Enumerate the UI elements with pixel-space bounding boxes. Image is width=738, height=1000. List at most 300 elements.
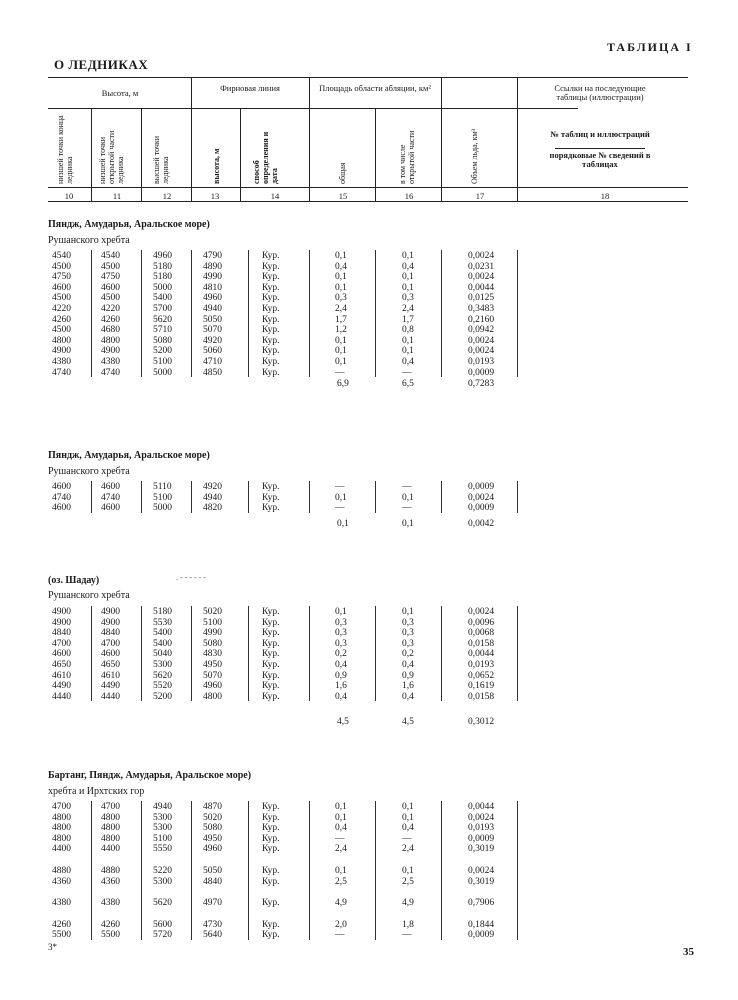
table-cell: Кур.: [262, 876, 280, 887]
table-cell: 5520: [153, 681, 172, 692]
table-cell: 2,4: [335, 844, 347, 855]
table-cell: 4740: [52, 367, 71, 378]
table-cell: 0,3: [402, 628, 414, 639]
header-col11: низшей точки открытой части ледника: [98, 130, 125, 184]
table-cell: 0,0158: [468, 691, 495, 702]
table-cell: 4440: [52, 691, 71, 702]
table-cell: Кур.: [262, 282, 280, 293]
table-cell: 4740: [101, 367, 120, 378]
header-top-rule: [48, 77, 688, 78]
table-cell: 0,1: [402, 282, 414, 293]
table-cell: 1,2: [335, 325, 347, 336]
table-cell: 0,0942: [468, 325, 495, 336]
table-cell: Кур.: [262, 649, 280, 660]
table-cell: 0,0009: [468, 482, 495, 492]
section-title: Пяндж, Амударья, Аральское море): [48, 219, 210, 230]
table-cell: 2,4: [335, 304, 347, 314]
table-cell: 5720: [153, 930, 172, 941]
table-cell: 0,1: [402, 492, 414, 503]
table-cell: Кур.: [262, 670, 280, 681]
table-cell: 4840: [101, 628, 120, 639]
table-cell: 5070: [203, 670, 222, 681]
table-cell: Кур.: [262, 251, 280, 261]
table-cell: 0,9: [335, 670, 347, 681]
table-cell: Кур.: [262, 898, 280, 909]
table-cell: 0,0096: [468, 617, 495, 628]
table-cell: 1,6: [335, 681, 347, 692]
table-cell: 5000: [153, 282, 172, 293]
table-cell: 4800: [101, 833, 120, 844]
table-cell: Кур.: [262, 628, 280, 639]
table-cell: 0,0009: [468, 367, 495, 378]
table-cell: 4500: [52, 293, 71, 304]
table-cell: 4380: [52, 898, 71, 909]
table-cell: 0,1: [335, 357, 347, 367]
table-cell: 5180: [153, 261, 172, 272]
table-cell: —: [402, 367, 412, 378]
table-cell: 2,5: [402, 876, 414, 887]
table-cell: 4800: [52, 833, 71, 844]
table-cell: Кур.: [262, 660, 280, 670]
table-cell: 4500: [101, 261, 120, 272]
table-cell: 0,1: [402, 251, 414, 261]
table-cell: 4970: [203, 898, 222, 909]
header-group-refs: Ссылки на последующие таблицы (иллюстрации): [554, 83, 646, 102]
header-col14: способ определения и дата: [252, 131, 279, 184]
table-cell: 0,3: [335, 638, 347, 649]
table-cell: 0,0009: [468, 833, 495, 844]
table-cell: 0,1: [402, 346, 414, 357]
table-cell: 5060: [203, 346, 222, 357]
table-cell: Кур.: [262, 681, 280, 692]
table-cell: 5710: [153, 325, 172, 336]
table-cell: 0,1: [335, 607, 347, 617]
table-cell: 4490: [52, 681, 71, 692]
header-col16: в том числе открытой части: [398, 130, 416, 184]
table-cell: 0,4: [402, 357, 414, 367]
table-cell: Кур.: [262, 833, 280, 844]
table-cell: 4900: [52, 607, 71, 617]
table-cell: 0,1: [335, 802, 347, 812]
section-total: 4,5: [402, 717, 414, 727]
table-cell: 0,0231: [468, 261, 495, 272]
table-cell: 4740: [52, 492, 71, 503]
header-group-height: Высота, м: [101, 88, 139, 98]
section-total: 0,1: [337, 519, 349, 529]
colnum-12: 12: [162, 191, 172, 201]
table-cell: 0,0024: [468, 272, 495, 283]
table-cell: 4220: [101, 304, 120, 314]
table-cell: 4540: [101, 251, 120, 261]
table-cell: 5200: [153, 691, 172, 702]
colnum-bottom-rule: [48, 201, 688, 202]
table-cell: 0,2160: [468, 314, 495, 325]
table-cell: 0,4: [402, 261, 414, 272]
section-total: 4,5: [337, 717, 349, 727]
table-cell: Кур.: [262, 492, 280, 503]
table-cell: 0,4: [402, 660, 414, 670]
table-cell: 4900: [101, 617, 120, 628]
table-cell: 4960: [153, 251, 172, 261]
table-cell: 0,0158: [468, 638, 495, 649]
table-cell: 0,0652: [468, 670, 495, 681]
section-total: 6,5: [402, 379, 414, 389]
table-cell: 4800: [101, 812, 120, 823]
table-cell: 0,0193: [468, 823, 495, 834]
table-cell: 0,3019: [468, 844, 495, 855]
table-cell: 0,4: [335, 823, 347, 834]
table-cell: 4740: [101, 492, 120, 503]
table-cell: 4950: [203, 833, 222, 844]
table-cell: 5620: [153, 670, 172, 681]
table-label: ТАБЛИЦА I: [607, 40, 693, 54]
table-cell: 0,1: [402, 812, 414, 823]
section-total: 6,9: [337, 379, 349, 389]
table-cell: 4800: [52, 823, 71, 834]
table-cell: 5180: [153, 272, 172, 283]
table-cell: —: [402, 930, 412, 941]
table-cell: 5070: [203, 325, 222, 336]
header-refs-sub1: № таблиц и иллюстраций: [550, 129, 650, 139]
table-cell: Кур.: [262, 304, 280, 314]
page-number: 35: [683, 946, 694, 958]
table-cell: 4,9: [402, 898, 414, 909]
table-cell: 4490: [101, 681, 120, 692]
table-cell: 4790: [203, 251, 222, 261]
table-cell: 0,1: [335, 492, 347, 503]
colnum-15: 15: [338, 191, 348, 201]
table-cell: 4260: [101, 919, 120, 930]
table-cell: 0,3483: [468, 304, 495, 314]
table-cell: 4710: [203, 357, 222, 367]
table-cell: 0,0024: [468, 492, 495, 503]
table-cell: 5620: [153, 314, 172, 325]
table-cell: Кур.: [262, 314, 280, 325]
table-cell: 5040: [153, 649, 172, 660]
table-cell: 0,0193: [468, 357, 495, 367]
table-cell: 5530: [153, 617, 172, 628]
table-cell: 0,2: [335, 649, 347, 660]
table-cell: 0,1: [402, 866, 414, 876]
table-cell: 1,6: [402, 681, 414, 692]
table-cell: 4960: [203, 681, 222, 692]
table-cell: 4880: [52, 866, 71, 876]
table-cell: Кур.: [262, 691, 280, 702]
table-cell: 4900: [52, 617, 71, 628]
table-cell: 0,0024: [468, 251, 495, 261]
table-cell: 5300: [153, 876, 172, 887]
table-cell: —: [335, 930, 345, 941]
colnum-17: 17: [475, 191, 485, 201]
table-cell: 4260: [101, 314, 120, 325]
header-col13: высота, м: [212, 148, 221, 184]
table-cell: 5600: [153, 919, 172, 930]
table-cell: Кур.: [262, 823, 280, 834]
table-cell: 5300: [153, 660, 172, 670]
table-cell: 2,0: [335, 919, 347, 930]
table-cell: Кур.: [262, 346, 280, 357]
header-col10: низшей точки конца ледника: [56, 115, 74, 184]
table-cell: 5400: [153, 638, 172, 649]
colnum-13: 13: [210, 191, 220, 201]
table-cell: 0,0125: [468, 293, 495, 304]
section-subtitle: Рушанского хребта: [48, 235, 130, 246]
table-cell: 0,1: [335, 272, 347, 283]
table-cell: —: [335, 833, 345, 844]
table-cell: 0,1: [402, 272, 414, 283]
section-subtitle: хребта и Ирхтских гор: [48, 786, 145, 797]
table-cell: 4990: [203, 628, 222, 639]
table-cell: Кур.: [262, 335, 280, 346]
table-cell: 5080: [203, 638, 222, 649]
table-cell: 0,0009: [468, 503, 495, 514]
table-cell: Кур.: [262, 272, 280, 283]
header-col12: высшей точки ледника: [152, 135, 170, 184]
table-cell: 4840: [203, 876, 222, 887]
section-total: 0,3012: [468, 717, 495, 727]
table-cell: 0,1619: [468, 681, 495, 692]
table-cell: 5400: [153, 293, 172, 304]
table-cell: 5110: [153, 482, 172, 492]
table-cell: 4880: [101, 866, 120, 876]
table-cell: —: [402, 482, 412, 492]
table-cell: 4400: [52, 844, 71, 855]
table-cell: 0,3: [402, 617, 414, 628]
table-cell: 4750: [101, 272, 120, 283]
table-cell: 1,8: [402, 919, 414, 930]
table-cell: 4600: [52, 282, 71, 293]
table-cell: 4800: [203, 691, 222, 702]
table-cell: 5500: [52, 930, 71, 941]
table-cell: 0,0193: [468, 660, 495, 670]
section-total: 0,7283: [468, 379, 495, 389]
table-cell: 0,8: [402, 325, 414, 336]
table-cell: 5180: [153, 607, 172, 617]
table-cell: 4600: [52, 649, 71, 660]
table-cell: 0,1: [335, 251, 347, 261]
table-cell: 1,7: [335, 314, 347, 325]
table-cell: Кур.: [262, 293, 280, 304]
table-cell: Кур.: [262, 261, 280, 272]
table-cell: 4600: [101, 482, 120, 492]
table-cell: 4900: [52, 346, 71, 357]
table-cell: 0,0044: [468, 649, 495, 660]
table-cell: 4850: [203, 367, 222, 378]
table-cell: 4840: [52, 628, 71, 639]
table-cell: 4600: [101, 503, 120, 514]
table-cell: 0,1: [402, 802, 414, 812]
table-cell: 0,3: [335, 617, 347, 628]
section-title: Пяндж, Амударья, Аральское море): [48, 450, 210, 461]
table-cell: —: [335, 367, 345, 378]
table-cell: —: [402, 833, 412, 844]
section-total: 0,0042: [468, 519, 495, 529]
table-cell: —: [335, 503, 345, 514]
table-cell: 0,0044: [468, 802, 495, 812]
table-cell: 4700: [52, 638, 71, 649]
section-total: 0,1: [402, 519, 414, 529]
table-cell: 4360: [52, 876, 71, 887]
table-cell: 4,9: [335, 898, 347, 909]
table-cell: 0,0009: [468, 930, 495, 941]
table-cell: 4900: [101, 607, 120, 617]
table-cell: 2,5: [335, 876, 347, 887]
table-cell: 4940: [153, 802, 172, 812]
table-cell: 4960: [203, 844, 222, 855]
table-cell: 5220: [153, 866, 172, 876]
table-cell: Кур.: [262, 367, 280, 378]
table-cell: 4220: [52, 304, 71, 314]
section-subtitle: Рушанского хребта: [48, 466, 130, 477]
table-cell: 4950: [203, 660, 222, 670]
table-cell: 4600: [101, 649, 120, 660]
table-cell: 4610: [52, 670, 71, 681]
table-cell: 4260: [52, 919, 71, 930]
table-cell: 4500: [52, 325, 71, 336]
table-cell: 4600: [101, 282, 120, 293]
table-cell: 4610: [101, 670, 120, 681]
table-cell: 2,4: [402, 304, 414, 314]
table-cell: 0,3: [402, 638, 414, 649]
table-cell: 4820: [203, 503, 222, 514]
table-cell: 5000: [153, 367, 172, 378]
table-cell: 0,1: [335, 866, 347, 876]
table-cell: 0,4: [335, 261, 347, 272]
table-cell: 0,7906: [468, 898, 495, 909]
table-cell: 4700: [101, 802, 120, 812]
table-cell: Кур.: [262, 802, 280, 812]
colnum-11: 11: [112, 191, 122, 201]
table-cell: 5100: [153, 357, 172, 367]
table-cell: 5050: [203, 866, 222, 876]
table-cell: 4810: [203, 282, 222, 293]
table-cell: 0,0024: [468, 335, 495, 346]
table-cell: 0,2: [402, 649, 414, 660]
table-cell: 5500: [101, 930, 120, 941]
section-subtitle: Рушанского хребта: [48, 590, 130, 601]
table-cell: 0,0068: [468, 628, 495, 639]
table-cell: 4260: [52, 314, 71, 325]
header-group-firn: Фирновая линия: [220, 83, 280, 93]
table-cell: Кур.: [262, 930, 280, 941]
table-cell: 4500: [101, 293, 120, 304]
table-cell: Кур.: [262, 482, 280, 492]
table-cell: Кур.: [262, 866, 280, 876]
table-cell: 4800: [101, 823, 120, 834]
table-cell: 4600: [52, 503, 71, 514]
page-title: О ЛЕДНИКАХ: [54, 57, 149, 72]
table-cell: 4800: [52, 335, 71, 346]
table-cell: 0,4: [335, 660, 347, 670]
table-cell: 4870: [203, 802, 222, 812]
colnum-10: 10: [64, 191, 74, 201]
table-cell: 0,1: [402, 335, 414, 346]
header-col17: Объем льда, км³: [470, 128, 479, 184]
table-cell: Кур.: [262, 812, 280, 823]
table-cell: 4650: [101, 660, 120, 670]
table-cell: 5050: [203, 314, 222, 325]
table-cell: 4380: [101, 898, 120, 909]
table-cell: 4650: [52, 660, 71, 670]
table-cell: 4920: [203, 482, 222, 492]
table-cell: 4380: [52, 357, 71, 367]
table-cell: Кур.: [262, 357, 280, 367]
table-cell: Кур.: [262, 607, 280, 617]
table-cell: 0,4: [402, 691, 414, 702]
table-cell: 0,4: [335, 691, 347, 702]
table-cell: 0,1: [335, 282, 347, 293]
table-cell: 4920: [203, 335, 222, 346]
table-cell: 0,0044: [468, 282, 495, 293]
table-cell: 5100: [203, 617, 222, 628]
table-cell: 5640: [203, 930, 222, 941]
table-cell: 0,0024: [468, 812, 495, 823]
table-cell: 5300: [153, 812, 172, 823]
table-cell: 5550: [153, 844, 172, 855]
table-cell: 4600: [52, 482, 71, 492]
table-cell: 5020: [203, 607, 222, 617]
table-cell: Кур.: [262, 617, 280, 628]
header-refs-sub2: порядковые № сведений в таблицах: [549, 150, 651, 169]
table-cell: 4940: [203, 304, 222, 314]
table-cell: Кур.: [262, 844, 280, 855]
table-cell: 0,1: [402, 607, 414, 617]
table-cell: 5400: [153, 628, 172, 639]
table-cell: —: [402, 503, 412, 514]
colnum-16: 16: [404, 191, 414, 201]
table-cell: 5200: [153, 346, 172, 357]
table-cell: 4540: [52, 251, 71, 261]
table-cell: 0,0024: [468, 346, 495, 357]
section-title: Бартанг, Пяндж, Амударья, Аральское море): [48, 770, 252, 781]
colnum-18: 18: [600, 191, 610, 201]
table-cell: 0,1: [335, 335, 347, 346]
table-cell: 0,3019: [468, 876, 495, 887]
table-cell: 4380: [101, 357, 120, 367]
table-cell: 5700: [153, 304, 172, 314]
header-mid-rule: [48, 108, 578, 109]
table-cell: 5080: [153, 335, 172, 346]
table-cell: 1,7: [402, 314, 414, 325]
header-bottom-rule: [48, 187, 688, 188]
header-col15: общая: [338, 162, 347, 184]
table-cell: 5620: [153, 898, 172, 909]
table-cell: 4440: [101, 691, 120, 702]
table-cell: 5300: [153, 823, 172, 834]
table-cell: 0,1844: [468, 919, 495, 930]
table-cell: 4400: [101, 844, 120, 855]
table-cell: 4800: [52, 812, 71, 823]
table-cell: Кур.: [262, 325, 280, 336]
table-cell: 4830: [203, 649, 222, 660]
table-cell: 4960: [203, 293, 222, 304]
table-cell: Кур.: [262, 919, 280, 930]
header-group-area: Площадь области абляции, км²: [319, 83, 431, 93]
table-cell: Кур.: [262, 638, 280, 649]
table-cell: 4940: [203, 492, 222, 503]
table-cell: 4700: [101, 638, 120, 649]
table-cell: 0,3: [335, 628, 347, 639]
table-cell: 0,0024: [468, 866, 495, 876]
table-cell: 0,4: [402, 823, 414, 834]
table-cell: 0,3: [402, 293, 414, 304]
table-cell: 5080: [203, 823, 222, 834]
table-cell: 4730: [203, 919, 222, 930]
table-cell: 0,1: [335, 812, 347, 823]
colnum-14: 14: [270, 191, 280, 201]
table-cell: 4360: [101, 876, 120, 887]
table-cell: 5000: [153, 503, 172, 514]
